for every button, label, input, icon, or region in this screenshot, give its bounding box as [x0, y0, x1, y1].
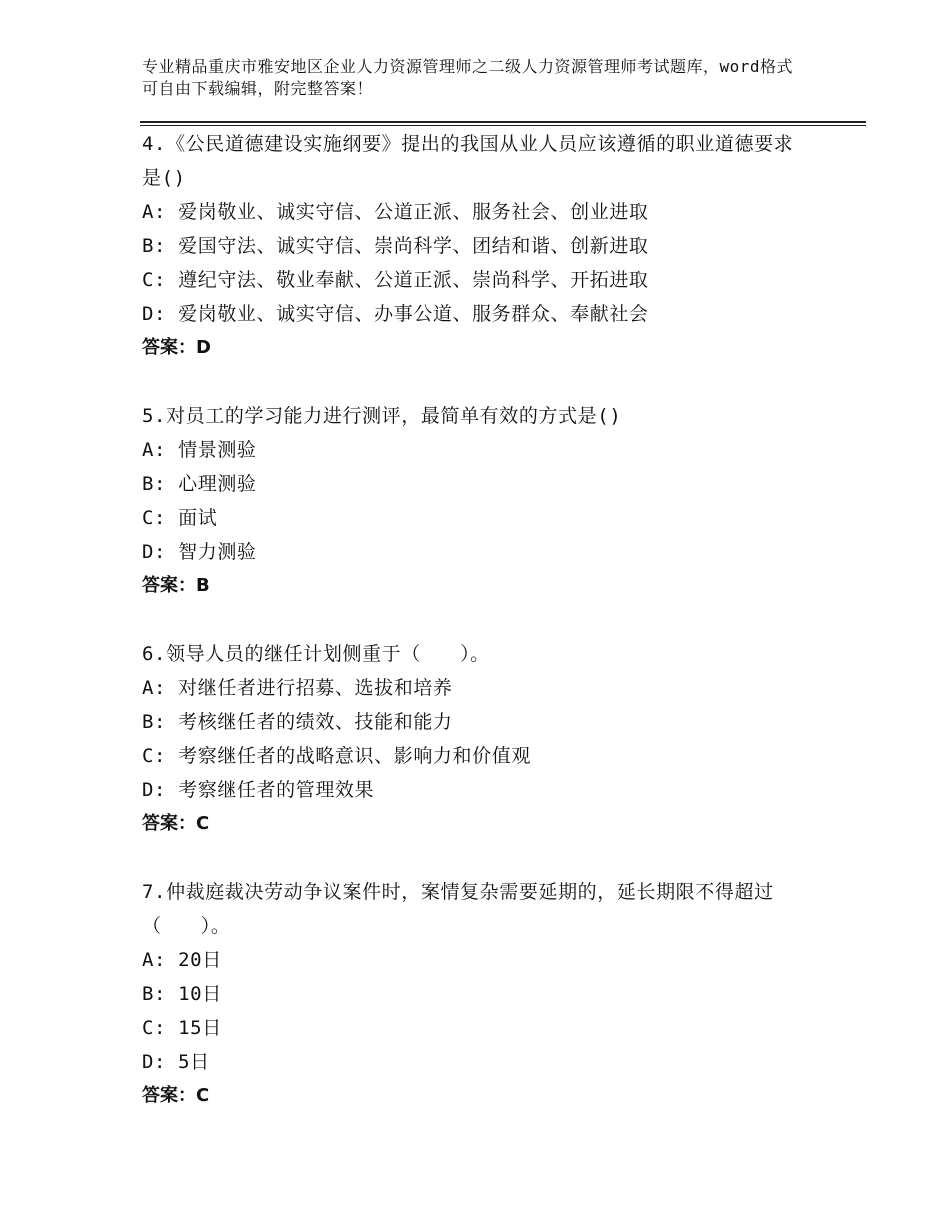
answer-label: 答案：B — [142, 575, 210, 596]
answer-label: 答案：C — [142, 813, 210, 834]
option-c: C: 遵纪守法、敬业奉献、公道正派、崇尚科学、开拓进取 — [142, 269, 649, 291]
question-list — [142, 127, 832, 1147]
document-header: 专业精品重庆市雅安地区企业人力资源管理师之二级人力资源管理师考试题库，word格式可自由下载编辑，附完整答案！ — [142, 57, 794, 98]
option-a: A: 爱岗敬业、诚实守信、公道正派、服务社会、创业进取 — [142, 201, 649, 223]
option-d: D: 智力测验 — [142, 541, 257, 563]
question-stem: 5.对员工的学习能力进行测评，最简单有效的方式是() — [142, 405, 622, 427]
question-5 — [142, 399, 832, 603]
answer-label: 答案：D — [142, 337, 211, 358]
question-stem: 4.《公民道德建设实施纲要》提出的我国从业人员应该遵循的职业道德要求是() — [142, 133, 794, 189]
question-stem: 7.仲裁庭裁决劳动争议案件时，案情复杂需要延期的，延长期限不得超过（ ）。 — [142, 881, 774, 937]
answer-label: 答案：C — [142, 1085, 210, 1106]
option-d: D: 考察继任者的管理效果 — [142, 779, 375, 801]
question-4 — [142, 127, 832, 365]
option-a: A: 20日 — [142, 949, 222, 971]
option-c: C: 面试 — [142, 507, 218, 529]
question-stem: 6.领导人员的继任计划侧重于（ ）。 — [142, 643, 490, 665]
header-rule-thick — [140, 121, 866, 123]
option-b: B: 爱国守法、诚实守信、崇尚科学、团结和谐、创新进取 — [142, 235, 649, 257]
option-c: C: 考察继任者的战略意识、影响力和价值观 — [142, 745, 531, 767]
option-d: D: 5日 — [142, 1051, 210, 1073]
option-b: B: 考核继任者的绩效、技能和能力 — [142, 711, 453, 733]
option-d: D: 爱岗敬业、诚实守信、办事公道、服务群众、奉献社会 — [142, 303, 649, 325]
option-a: A: 情景测验 — [142, 439, 257, 461]
option-b: B: 心理测验 — [142, 473, 257, 495]
question-6 — [142, 637, 832, 841]
option-a: A: 对继任者进行招募、选拔和培养 — [142, 677, 453, 699]
option-b: B: 10日 — [142, 983, 222, 1005]
question-7 — [142, 875, 832, 1113]
header-rule-thin — [140, 125, 866, 126]
option-c: C: 15日 — [142, 1017, 222, 1039]
